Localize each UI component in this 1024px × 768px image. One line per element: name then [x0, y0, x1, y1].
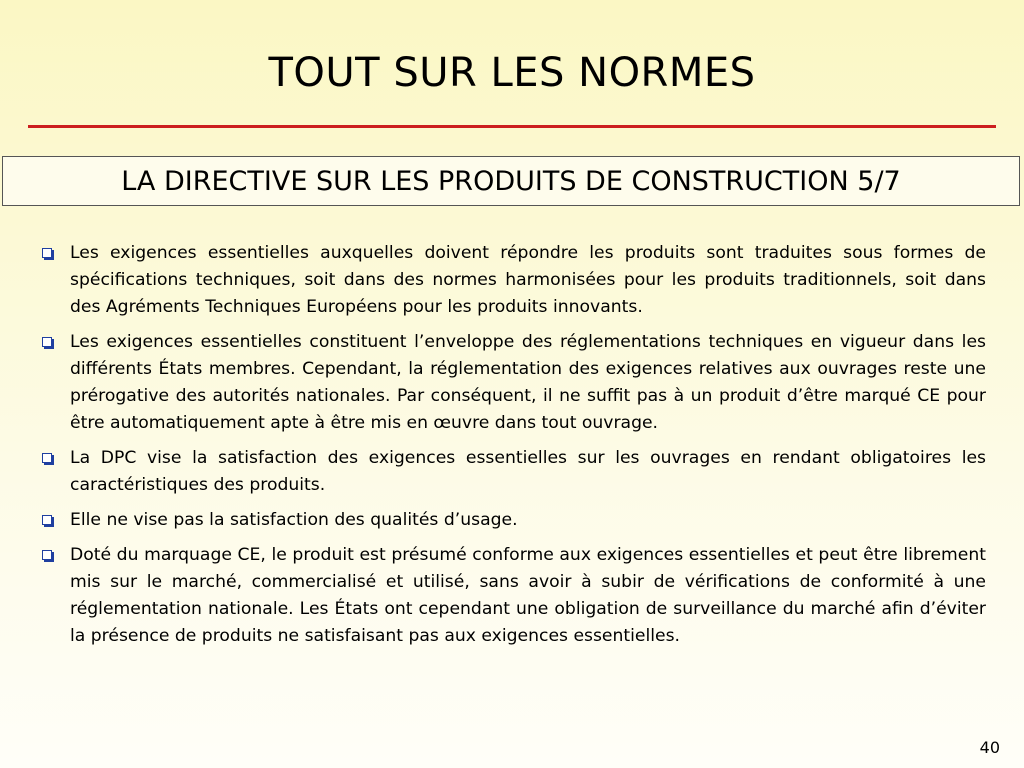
bullet-item-2: [42, 329, 986, 437]
bullet-item-5: [42, 542, 986, 650]
hollow-square-bullet-icon: [42, 515, 52, 525]
hollow-square-bullet-icon: [42, 453, 52, 463]
bullet-text: La DPC vise la satisfaction des exigences essentielles sur les ouvrages en rendant obligatoires les caractéristiques des produits.: [70, 448, 986, 495]
bullet-item-1: [42, 240, 986, 321]
bullet-list: [42, 240, 986, 658]
bullet-text: Les exigences essentielles auxquelles doivent répondre les produits sont traduites sous formes de spécifications techniques, soit dans des normes harmonisées pour les produits traditionnels, soit dans des Agréments Techniques Européens pour les produits innovants.: [70, 243, 986, 317]
bullet-text: Les exigences essentielles constituent l’enveloppe des réglementations techniques en vigueur dans les différents États membres. Cependant, la réglementation des exigences relatives aux ouvrages reste une prérogative des autorités nationales. Par conséquent, il ne suffit pas à un produit d’être marqué CE pour être automatiquement apte à être mis en œuvre dans tout ouvrage.: [70, 332, 986, 433]
slide-title: TOUT SUR LES NORMES: [268, 50, 756, 96]
bullet-text: Elle ne vise pas la satisfaction des qualités d’usage.: [70, 510, 518, 530]
bullet-text: Doté du marquage CE, le produit est présumé conforme aux exigences essentielles et peut être librement mis sur le marché, commercialisé et utilisé, sans avoir à subir de vérifications de conformité à une réglementation nationale. Les États ont cependant une obligation de surveillance du marché afin d’éviter la présence de produits ne satisfaisant pas aux exigences essentielles.: [70, 545, 986, 646]
bullet-item-4: [42, 507, 986, 534]
page-number: 40: [979, 738, 1000, 757]
section-subtitle: LA DIRECTIVE SUR LES PRODUITS DE CONSTRUCTION 5/7: [2, 156, 1020, 206]
bullet-item-3: [42, 445, 986, 499]
hollow-square-bullet-icon: [42, 337, 52, 347]
hollow-square-bullet-icon: [42, 248, 52, 258]
hollow-square-bullet-icon: [42, 550, 52, 560]
title-divider: [28, 125, 996, 128]
